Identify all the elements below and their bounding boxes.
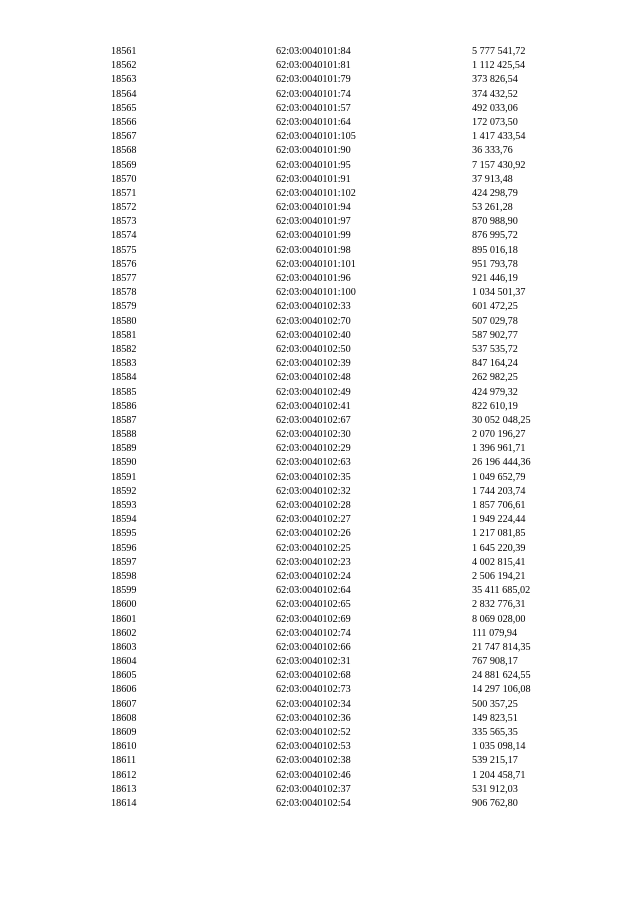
row-number-cell: 18613 xyxy=(111,783,137,795)
table-row xyxy=(0,102,640,116)
table-row xyxy=(0,598,640,612)
value-cell: 373 826,54 xyxy=(472,74,518,86)
table-row xyxy=(0,797,640,811)
cadastral-number-cell: 62:03:0040101:84 xyxy=(276,46,351,57)
value-cell: 1 049 652,79 xyxy=(472,471,526,483)
table-row xyxy=(0,783,640,797)
table-row xyxy=(0,556,640,570)
value-cell: 1 857 706,61 xyxy=(472,500,526,511)
value-cell: 24 881 624,55 xyxy=(472,670,531,682)
cadastral-number-cell: 62:03:0040102:66 xyxy=(276,641,351,653)
row-number-cell: 18598 xyxy=(111,570,137,582)
table-row xyxy=(0,740,640,754)
cadastral-number-cell: 62:03:0040101:90 xyxy=(276,145,351,157)
value-cell: 35 411 685,02 xyxy=(472,585,531,597)
table-row xyxy=(0,400,640,414)
cadastral-number-cell: 62:03:0040102:49 xyxy=(276,386,351,398)
table-row xyxy=(0,683,640,697)
value-cell: 1 645 220,39 xyxy=(472,542,526,554)
value-cell: 4 002 815,41 xyxy=(472,556,526,568)
value-cell: 7 157 430,92 xyxy=(472,159,526,171)
cadastral-number-cell: 62:03:0040101:98 xyxy=(276,244,351,256)
row-number-cell: 18561 xyxy=(111,46,137,57)
table-row xyxy=(0,300,640,314)
value-cell: 335 565,35 xyxy=(472,727,518,738)
value-cell: 847 164,24 xyxy=(472,358,518,370)
cadastral-number-cell: 62:03:0040102:38 xyxy=(276,755,351,767)
row-number-cell: 18564 xyxy=(111,88,137,100)
table-row xyxy=(0,59,640,73)
cadastral-number-cell: 62:03:0040101:100 xyxy=(276,287,356,299)
table-row xyxy=(0,754,640,768)
row-number-cell: 18594 xyxy=(111,514,137,526)
cadastral-number-cell: 62:03:0040102:41 xyxy=(276,400,351,412)
value-cell: 1 396 961,71 xyxy=(472,443,526,455)
cadastral-number-cell: 62:03:0040102:23 xyxy=(276,556,351,568)
cadastral-number-cell: 62:03:0040102:35 xyxy=(276,471,351,483)
cadastral-number-cell: 62:03:0040102:31 xyxy=(276,656,351,668)
row-number-cell: 18567 xyxy=(111,131,137,143)
cadastral-number-cell: 62:03:0040102:65 xyxy=(276,599,351,611)
cadastral-number-cell: 62:03:0040102:32 xyxy=(276,485,351,497)
row-number-cell: 18571 xyxy=(111,187,137,199)
cadastral-number-cell: 62:03:0040101:81 xyxy=(276,60,351,72)
value-cell: 8 069 028,00 xyxy=(472,613,526,625)
table-row xyxy=(0,641,640,655)
value-cell: 1 112 425,54 xyxy=(472,60,526,72)
row-number-cell: 18587 xyxy=(111,414,137,426)
cadastral-number-cell: 62:03:0040102:48 xyxy=(276,372,351,384)
value-cell: 1 035 098,14 xyxy=(472,741,526,753)
row-number-cell: 18578 xyxy=(111,287,137,299)
row-number-cell: 18607 xyxy=(111,698,137,710)
row-number-cell: 18610 xyxy=(111,741,137,753)
value-cell: 1 204 458,71 xyxy=(472,769,526,781)
row-number-cell: 18604 xyxy=(111,656,137,668)
table-row xyxy=(0,88,640,102)
table-row xyxy=(0,471,640,485)
cadastral-number-cell: 62:03:0040101:79 xyxy=(276,74,351,86)
table-row xyxy=(0,286,640,300)
value-cell: 262 982,25 xyxy=(472,372,518,384)
row-number-cell: 18605 xyxy=(111,670,137,682)
table-row xyxy=(0,627,640,641)
table-row xyxy=(0,485,640,499)
table-row xyxy=(0,698,640,712)
row-number-cell: 18585 xyxy=(111,386,137,398)
table-row xyxy=(0,173,640,187)
value-cell: 587 902,77 xyxy=(472,329,518,341)
value-cell: 906 762,80 xyxy=(472,797,518,809)
row-number-cell: 18574 xyxy=(111,230,137,242)
table-row xyxy=(0,570,640,584)
cadastral-number-cell: 62:03:0040101:101 xyxy=(276,258,356,270)
data-table xyxy=(0,45,640,811)
table-row xyxy=(0,45,640,59)
table-row xyxy=(0,272,640,286)
value-cell: 1 417 433,54 xyxy=(472,131,526,143)
value-cell: 601 472,25 xyxy=(472,301,518,313)
row-number-cell: 18589 xyxy=(111,443,137,455)
row-number-cell: 18599 xyxy=(111,585,137,597)
row-number-cell: 18590 xyxy=(111,457,137,469)
table-row xyxy=(0,229,640,243)
value-cell: 149 823,51 xyxy=(472,712,518,724)
table-row xyxy=(0,527,640,541)
cadastral-number-cell: 62:03:0040101:64 xyxy=(276,116,351,128)
row-number-cell: 18562 xyxy=(111,60,137,72)
value-cell: 26 196 444,36 xyxy=(472,457,531,469)
cadastral-number-cell: 62:03:0040102:39 xyxy=(276,358,351,370)
table-row xyxy=(0,159,640,173)
cadastral-number-cell: 62:03:0040102:36 xyxy=(276,712,351,724)
cadastral-number-cell: 62:03:0040101:97 xyxy=(276,216,351,228)
value-cell: 895 016,18 xyxy=(472,244,518,256)
cadastral-number-cell: 62:03:0040102:34 xyxy=(276,698,351,710)
value-cell: 921 446,19 xyxy=(472,273,518,284)
table-row xyxy=(0,215,640,229)
table-row xyxy=(0,442,640,456)
table-row xyxy=(0,499,640,513)
value-cell: 424 979,32 xyxy=(472,386,518,398)
value-cell: 2 506 194,21 xyxy=(472,570,526,582)
value-cell: 374 432,52 xyxy=(472,88,518,100)
table-row xyxy=(0,329,640,343)
cadastral-number-cell: 62:03:0040101:91 xyxy=(276,173,351,185)
cadastral-number-cell: 62:03:0040101:74 xyxy=(276,88,351,100)
table-row xyxy=(0,201,640,215)
value-cell: 30 052 048,25 xyxy=(472,414,531,426)
row-number-cell: 18575 xyxy=(111,244,137,256)
row-number-cell: 18568 xyxy=(111,145,137,157)
cadastral-number-cell: 62:03:0040101:96 xyxy=(276,273,351,284)
row-number-cell: 18603 xyxy=(111,641,137,653)
table-row xyxy=(0,187,640,201)
value-cell: 2 832 776,31 xyxy=(472,599,526,611)
cadastral-number-cell: 62:03:0040102:50 xyxy=(276,343,351,355)
row-number-cell: 18584 xyxy=(111,372,137,384)
row-number-cell: 18608 xyxy=(111,712,137,724)
value-cell: 37 913,48 xyxy=(472,173,513,185)
table-row xyxy=(0,769,640,783)
cadastral-number-cell: 62:03:0040102:64 xyxy=(276,585,351,597)
cadastral-number-cell: 62:03:0040102:53 xyxy=(276,741,351,753)
table-row xyxy=(0,726,640,740)
cadastral-number-cell: 62:03:0040101:95 xyxy=(276,159,351,171)
cadastral-number-cell: 62:03:0040102:37 xyxy=(276,783,351,795)
row-number-cell: 18593 xyxy=(111,500,137,511)
value-cell: 1 949 224,44 xyxy=(472,514,526,526)
row-number-cell: 18565 xyxy=(111,102,137,114)
table-row xyxy=(0,386,640,400)
cadastral-number-cell: 62:03:0040102:67 xyxy=(276,414,351,426)
table-row xyxy=(0,456,640,470)
row-number-cell: 18583 xyxy=(111,358,137,370)
value-cell: 537 535,72 xyxy=(472,343,518,355)
row-number-cell: 18577 xyxy=(111,273,137,284)
row-number-cell: 18579 xyxy=(111,301,137,313)
table-row xyxy=(0,613,640,627)
table-row xyxy=(0,712,640,726)
table-row xyxy=(0,343,640,357)
value-cell: 876 995,72 xyxy=(472,230,518,242)
table-row xyxy=(0,116,640,130)
value-cell: 111 079,94 xyxy=(472,627,518,639)
cadastral-number-cell: 62:03:0040101:99 xyxy=(276,230,351,242)
value-cell: 424 298,79 xyxy=(472,187,518,199)
value-cell: 500 357,25 xyxy=(472,698,518,710)
row-number-cell: 18611 xyxy=(111,755,137,767)
cadastral-number-cell: 62:03:0040101:94 xyxy=(276,202,351,214)
row-number-cell: 18597 xyxy=(111,556,137,568)
row-number-cell: 18614 xyxy=(111,797,137,809)
cadastral-number-cell: 62:03:0040102:73 xyxy=(276,684,351,696)
cadastral-number-cell: 62:03:0040102:29 xyxy=(276,443,351,455)
row-number-cell: 18580 xyxy=(111,315,137,327)
row-number-cell: 18573 xyxy=(111,216,137,228)
row-number-cell: 18572 xyxy=(111,202,137,214)
table-row xyxy=(0,258,640,272)
table-row xyxy=(0,669,640,683)
row-number-cell: 18591 xyxy=(111,471,137,483)
value-cell: 539 215,17 xyxy=(472,755,518,767)
row-number-cell: 18609 xyxy=(111,727,137,738)
table-row xyxy=(0,513,640,527)
value-cell: 767 908,17 xyxy=(472,656,518,668)
value-cell: 531 912,03 xyxy=(472,783,518,795)
table-row xyxy=(0,542,640,556)
row-number-cell: 18581 xyxy=(111,329,137,341)
row-number-cell: 18592 xyxy=(111,485,137,497)
row-number-cell: 18566 xyxy=(111,116,137,128)
cadastral-number-cell: 62:03:0040102:52 xyxy=(276,727,351,738)
value-cell: 14 297 106,08 xyxy=(472,684,531,696)
table-row xyxy=(0,144,640,158)
cadastral-number-cell: 62:03:0040102:63 xyxy=(276,457,351,469)
value-cell: 2 070 196,27 xyxy=(472,429,526,441)
table-row xyxy=(0,73,640,87)
cadastral-number-cell: 62:03:0040102:28 xyxy=(276,500,351,511)
value-cell: 507 029,78 xyxy=(472,315,518,327)
value-cell: 822 610,19 xyxy=(472,400,518,412)
cadastral-number-cell: 62:03:0040102:33 xyxy=(276,301,351,313)
value-cell: 492 033,06 xyxy=(472,102,518,114)
cadastral-number-cell: 62:03:0040102:30 xyxy=(276,429,351,441)
table-row xyxy=(0,584,640,598)
cadastral-number-cell: 62:03:0040102:68 xyxy=(276,670,351,682)
cadastral-number-cell: 62:03:0040102:46 xyxy=(276,769,351,781)
row-number-cell: 18606 xyxy=(111,684,137,696)
cadastral-number-cell: 62:03:0040102:24 xyxy=(276,570,351,582)
cadastral-number-cell: 62:03:0040102:74 xyxy=(276,627,351,639)
row-number-cell: 18600 xyxy=(111,599,137,611)
value-cell: 1 034 501,37 xyxy=(472,287,526,299)
value-cell: 36 333,76 xyxy=(472,145,513,157)
value-cell: 172 073,50 xyxy=(472,116,518,128)
cadastral-number-cell: 62:03:0040102:70 xyxy=(276,315,351,327)
row-number-cell: 18576 xyxy=(111,258,137,270)
cadastral-number-cell: 62:03:0040102:26 xyxy=(276,528,351,540)
row-number-cell: 18586 xyxy=(111,400,137,412)
cadastral-number-cell: 62:03:0040102:40 xyxy=(276,329,351,341)
cadastral-number-cell: 62:03:0040102:69 xyxy=(276,613,351,625)
cadastral-number-cell: 62:03:0040101:102 xyxy=(276,187,356,199)
row-number-cell: 18588 xyxy=(111,429,137,441)
value-cell: 21 747 814,35 xyxy=(472,641,531,653)
row-number-cell: 18595 xyxy=(111,528,137,540)
cadastral-number-cell: 62:03:0040101:105 xyxy=(276,131,356,143)
value-cell: 5 777 541,72 xyxy=(472,46,526,57)
row-number-cell: 18602 xyxy=(111,627,137,639)
row-number-cell: 18569 xyxy=(111,159,137,171)
table-row xyxy=(0,371,640,385)
row-number-cell: 18563 xyxy=(111,74,137,86)
table-row xyxy=(0,414,640,428)
value-cell: 870 988,90 xyxy=(472,216,518,228)
row-number-cell: 18582 xyxy=(111,343,137,355)
cadastral-number-cell: 62:03:0040101:57 xyxy=(276,102,351,114)
value-cell: 1 217 081,85 xyxy=(472,528,526,540)
table-row xyxy=(0,130,640,144)
cadastral-number-cell: 62:03:0040102:54 xyxy=(276,797,351,809)
table-row xyxy=(0,315,640,329)
value-cell: 53 261,28 xyxy=(472,202,513,214)
table-row xyxy=(0,655,640,669)
row-number-cell: 18601 xyxy=(111,613,137,625)
cadastral-number-cell: 62:03:0040102:27 xyxy=(276,514,351,526)
value-cell: 1 744 203,74 xyxy=(472,485,526,497)
row-number-cell: 18612 xyxy=(111,769,137,781)
table-row xyxy=(0,357,640,371)
value-cell: 951 793,78 xyxy=(472,258,518,270)
cadastral-number-cell: 62:03:0040102:25 xyxy=(276,542,351,554)
row-number-cell: 18596 xyxy=(111,542,137,554)
table-row xyxy=(0,428,640,442)
row-number-cell: 18570 xyxy=(111,173,137,185)
table-row xyxy=(0,244,640,258)
